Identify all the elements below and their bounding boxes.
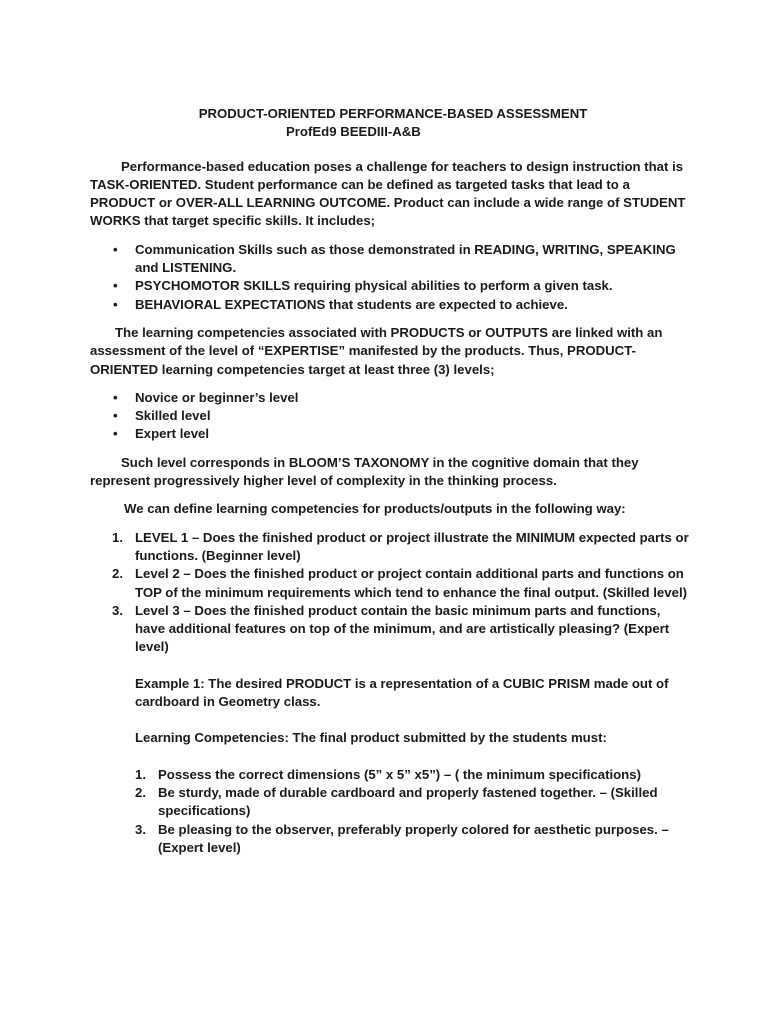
- levels-list: [90, 389, 690, 444]
- list-item: [90, 766, 690, 784]
- list-item: [90, 784, 690, 821]
- includes-list: [90, 241, 690, 314]
- document-subtitle: ProfEd9 BEEDIII-A&B: [286, 124, 421, 140]
- list-item-text: Possess the correct dimensions (5” x 5” x5”) – ( the minimum specifications): [158, 766, 641, 782]
- list-item-text: Communication Skills such as those demonstrated in READING, WRITING, SPEAKING and LISTENING.: [135, 241, 676, 276]
- list-item-text: PSYCHOMOTOR SKILLS requiring physical abilities to perform a given task.: [135, 278, 613, 294]
- competencies-paragraph: The learning competencies associated with PRODUCTS or OUTPUTS are linked with an assessment of the level of “EXPERTISE” manifested by the products. Thus, PRODUCT-ORIENTED learning competencies target at least three (3) levels;: [90, 324, 663, 377]
- list-item: [90, 565, 690, 602]
- list-number: 2.: [135, 784, 146, 800]
- list-item: [90, 296, 690, 314]
- definitions-list: [90, 529, 690, 657]
- define-paragraph: We can define learning competencies for products/outputs in the following way:: [124, 501, 626, 517]
- bullet-icon: •: [113, 241, 118, 257]
- learning-competencies-intro: Learning Competencies: The final product submitted by the students must:: [135, 730, 607, 746]
- list-item-text: Skilled level: [135, 408, 211, 424]
- bloom-paragraph: Such level corresponds in BLOOM’S TAXONOMY in the cognitive domain that they represent progressively higher level of complexity in the thinking process.: [90, 454, 639, 489]
- list-item-text: Level 2 – Does the finished product or project contain additional parts and functions on TOP of the minimum requirements which tend to enhance the final output. (Skilled level): [135, 566, 687, 600]
- list-item: [90, 821, 690, 858]
- list-item-text: Novice or beginner’s level: [135, 389, 299, 405]
- list-item: [90, 241, 690, 278]
- list-item: [90, 389, 690, 407]
- list-number: 3.: [135, 821, 146, 837]
- list-item: [90, 277, 690, 295]
- list-item-text: Expert level: [135, 426, 210, 442]
- list-item-text: LEVEL 1 – Does the finished product or project illustrate the MINIMUM expected parts or functions. (Beginner level): [135, 529, 689, 563]
- list-item-text: BEHAVIORAL EXPECTATIONS that students are expected to achieve.: [135, 296, 568, 312]
- bullet-icon: •: [113, 296, 118, 312]
- document-title: PRODUCT-ORIENTED PERFORMANCE-BASED ASSESSMENT: [198, 106, 588, 121]
- intro-paragraph: Performance-based education poses a challenge for teachers to design instruction that is TASK-ORIENTED. Student performance can be defined as targeted tasks that lead to a PRODUCT or OVER-ALL LEARNING OUTCOME. Product can include a wide range of STUDENT WORKS that target specific skills. It includes;: [90, 158, 686, 229]
- list-number: 1.: [135, 766, 146, 782]
- list-item-text: Be pleasing to the observer, preferably properly colored for aesthetic purposes. – (Expert level): [158, 821, 669, 855]
- list-number: 1.: [112, 529, 123, 545]
- list-item: [90, 425, 690, 443]
- list-number: 3.: [112, 602, 123, 618]
- bullet-icon: •: [113, 389, 118, 405]
- list-item-text: Level 3 – Does the finished product contain the basic minimum parts and functions, have additional features on top of the minimum, and are artistically pleasing? (Expert level): [135, 602, 670, 655]
- document-body: [90, 105, 690, 857]
- list-item: [90, 602, 690, 657]
- example-list: [90, 766, 690, 857]
- bullet-icon: •: [113, 278, 118, 294]
- list-number: 2.: [112, 566, 123, 582]
- list-item: [90, 407, 690, 425]
- list-item-text: Be sturdy, made of durable cardboard and properly fastened together. – (Skilled specifications): [158, 784, 658, 819]
- example-paragraph: Example 1: The desired PRODUCT is a representation of a CUBIC PRISM made out of cardboard in Geometry class.: [135, 675, 669, 710]
- bullet-icon: •: [113, 426, 118, 442]
- bullet-icon: •: [113, 408, 118, 424]
- list-item: [90, 529, 690, 566]
